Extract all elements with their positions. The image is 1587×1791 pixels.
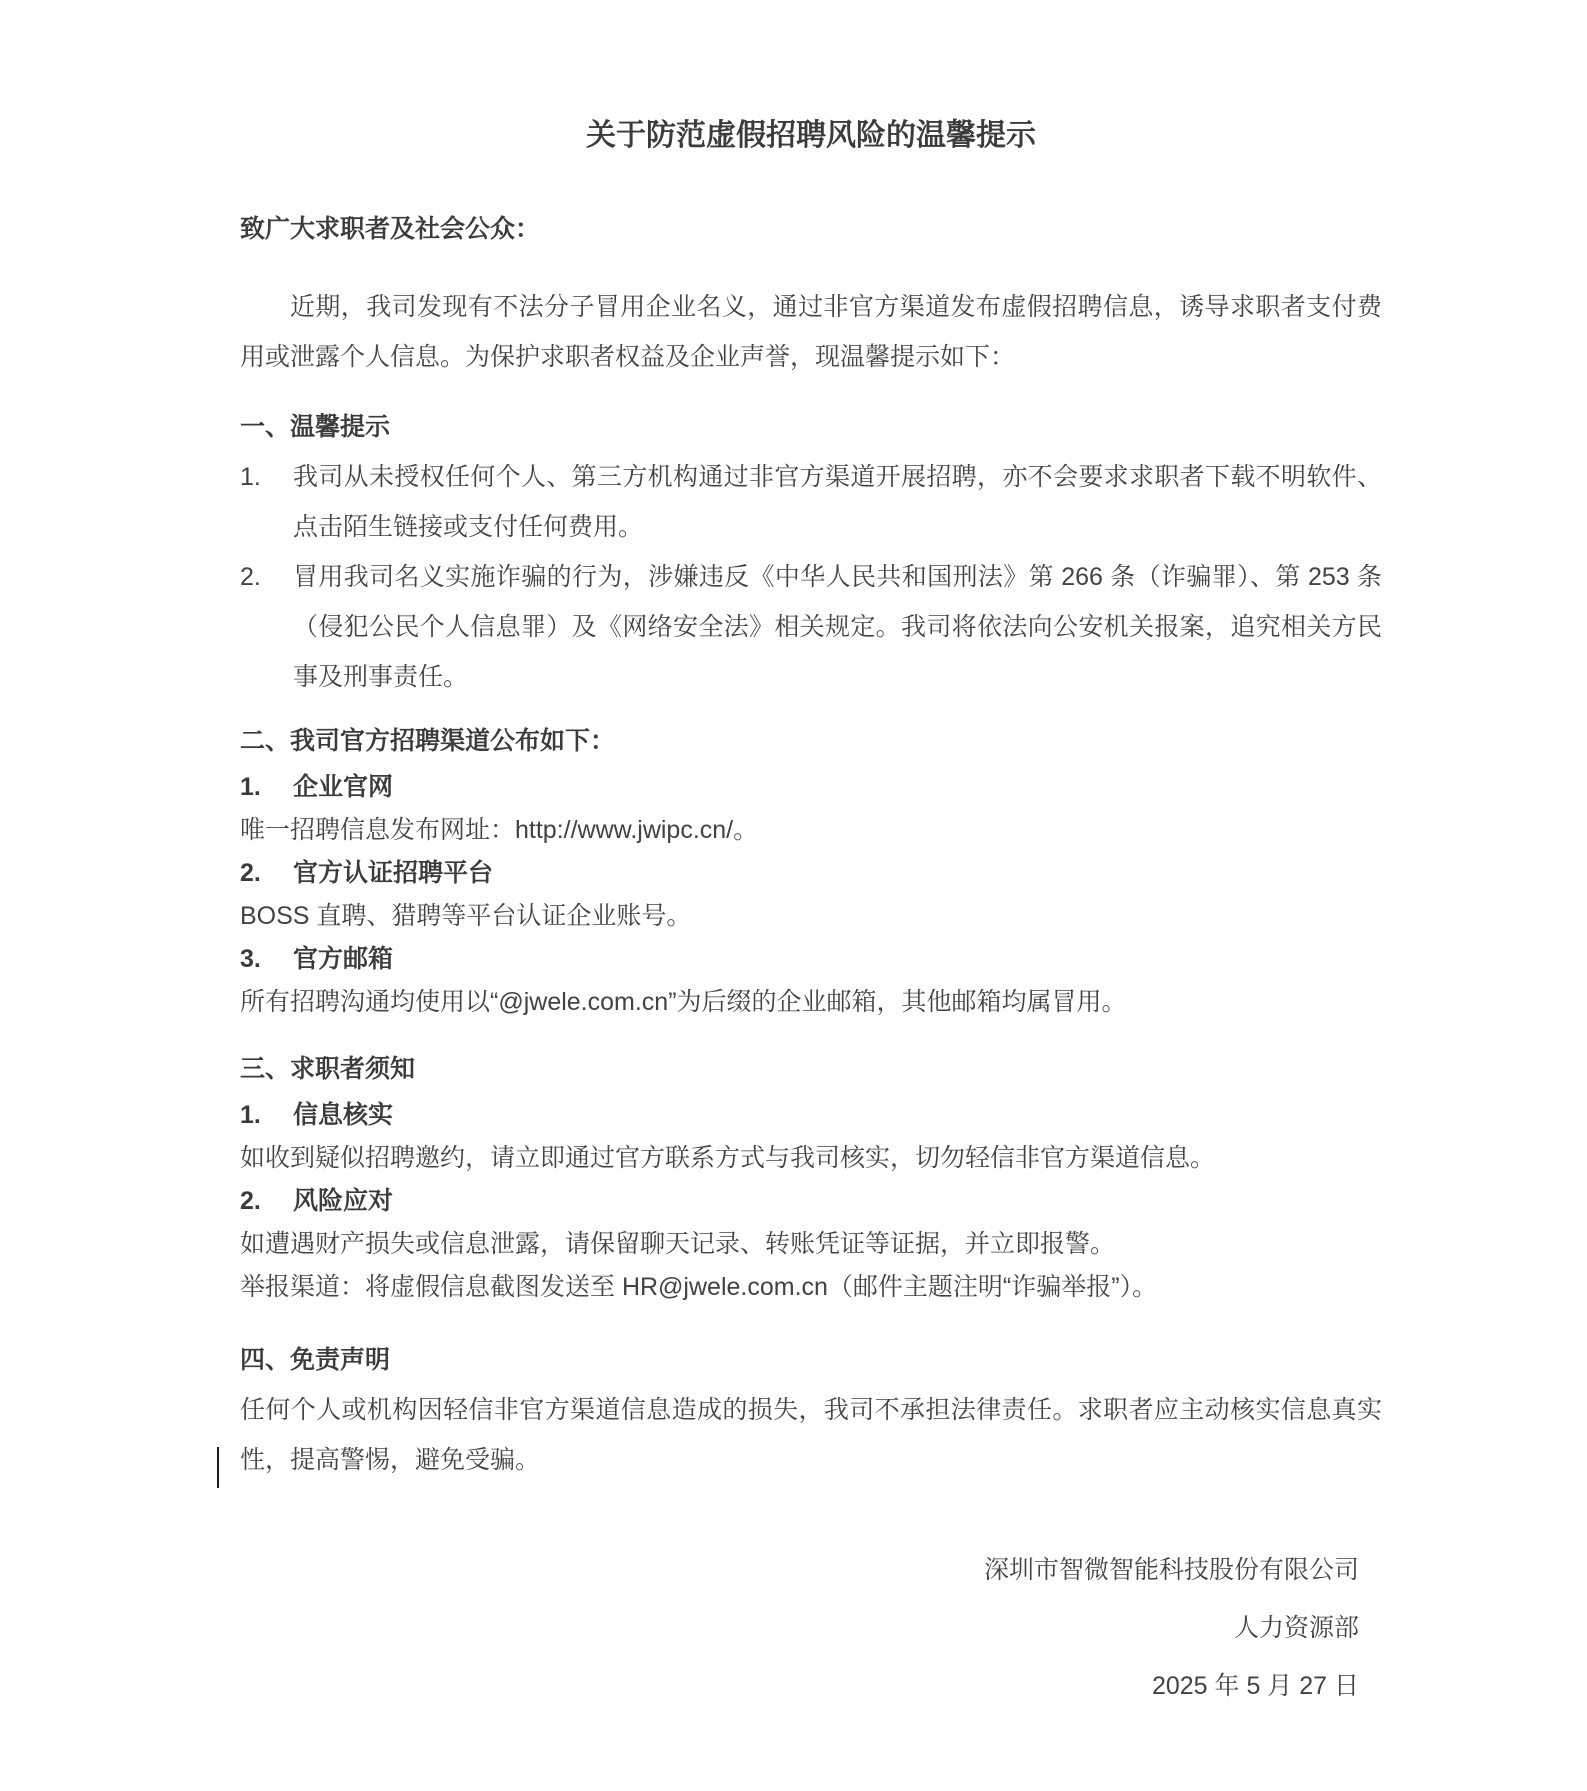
sub-heading [240,1094,1382,1137]
sub-heading [240,938,1382,981]
list-marker: 2. [240,1187,261,1215]
list-marker: 2. [240,859,261,887]
section-2-heading: 二、我司官方招聘渠道公布如下： [240,727,616,755]
intro-paragraph: 近期，我司发现有不法分子冒用企业名义，通过非官方渠道发布虚假招聘信息，诱导求职者支付费用或泄露个人信息。为保护求职者权益及企业声誉，现温馨提示如下： [240,293,1382,371]
list-item-text: 冒用我司名义实施诈骗的行为，涉嫌违反《中华人民共和国刑法》第 266 条（诈骗罪）、第 253 条（侵犯公民个人信息罪）及《网络安全法》相关规定。我司将依法向公安机关报案，追究相关方民事及刑事责任。 [293,563,1382,691]
sub-heading [240,852,1382,895]
list-marker: 3. [240,945,261,973]
list-marker: 1. [240,773,261,801]
signature-date: 2025 年 5 月 27 日 [1151,1672,1359,1700]
section-1-heading: 一、温馨提示 [240,413,391,441]
sub-heading [240,766,1382,809]
list-marker: 1. [240,1101,261,1129]
sub-body: 如收到疑似招聘邀约，请立即通过官方联系方式与我司核实，切勿轻信非官方渠道信息。 [240,1144,1216,1172]
section-4-heading: 四、免责声明 [240,1346,391,1374]
disclaimer-paragraph: 任何个人或机构因轻信非官方渠道信息造成的损失，我司不承担法律责任。求职者应主动核实信息真实性，提高警惕，避免受骗。 [240,1396,1382,1474]
salutation: 致广大求职者及社会公众： [240,215,541,243]
list-marker: 2. [240,563,261,591]
list-item-text: 我司从未授权任何个人、第三方机构通过非官方渠道开展招聘，亦不会要求求职者下载不明软件、点击陌生链接或支付任何费用。 [293,463,1382,541]
signature-company: 深圳市智微智能科技股份有限公司 [983,1556,1359,1584]
text-cursor [217,1447,219,1488]
section-3-heading: 三、求职者须知 [240,1055,416,1083]
sub-heading-text: 官方认证招聘平台 [293,859,494,887]
list-marker: 1. [240,463,261,491]
list-item [240,452,1382,552]
document-title: 关于防范虚假招聘风险的温馨提示 [586,119,1036,152]
signature-department: 人力资源部 [1233,1614,1359,1642]
sub-body: 唯一招聘信息发布网址：http://www.jwipc.cn/。 [240,816,759,844]
list-item [240,552,1382,702]
sub-heading [240,1180,1382,1223]
sub-body: 如遭遇财产损失或信息泄露，请保留聊天记录、转账凭证等证据，并立即报警。 [240,1230,1116,1258]
sub-heading-text: 信息核实 [293,1101,394,1129]
sub-heading-text: 风险应对 [293,1187,394,1215]
report-channel-line: 举报渠道：将虚假信息截图发送至 HR@jwele.com.cn（邮件主题注明“诈骗举报”）。 [240,1273,1158,1301]
sub-heading-text: 企业官网 [293,773,394,801]
signature-block [240,1541,1382,1715]
sub-heading-text: 官方邮箱 [293,945,394,973]
sub-body: BOSS 直聘、猎聘等平台认证企业账号。 [240,902,692,930]
sub-body: 所有招聘沟通均使用以“@jwele.com.cn”为后缀的企业邮箱，其他邮箱均属冒用。 [240,988,1127,1016]
